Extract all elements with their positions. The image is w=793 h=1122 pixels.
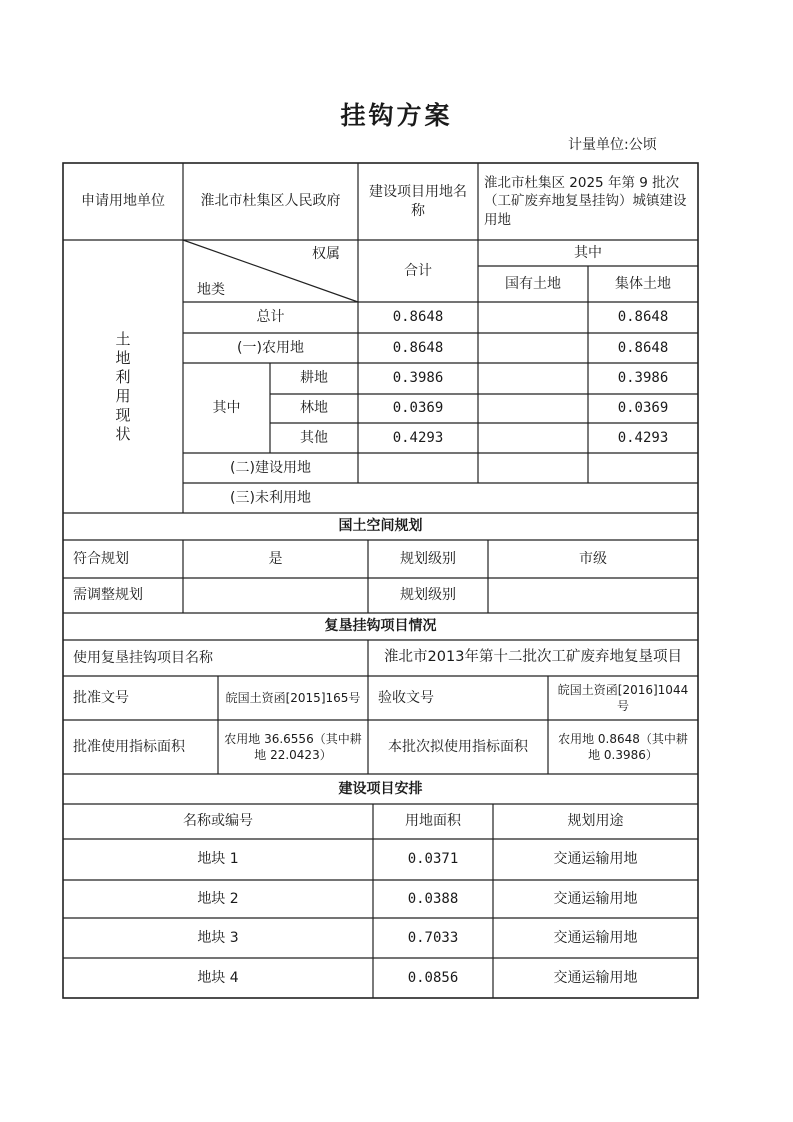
page-title: 挂钩方案 (340, 101, 453, 130)
approved-area-label: 批准使用指标面积 (73, 738, 185, 755)
row-arable-label: 耕地 (300, 370, 328, 387)
plot-2-area: 0.0388 (407, 890, 459, 907)
applicant-value: 淮北市杜集区人民政府 (200, 193, 341, 210)
row-arable-collective: 0.3986 (617, 370, 669, 387)
row-unused-label: (三)未利用地 (230, 489, 311, 506)
project-label: 建设项目用地名称 (369, 183, 467, 219)
reclamation-section-title: 复垦挂钩项目情况 (324, 618, 437, 635)
row-other-sum: 0.4293 (392, 429, 444, 446)
row-construction-state (478, 453, 588, 483)
plot-1-name: 地块 1 (197, 851, 239, 868)
plot-3-area: 0.7033 (407, 929, 459, 946)
state-owned-header: 国有土地 (505, 275, 561, 292)
reclamation-name-value: 淮北市2013年第十二批次工矿废弃地复垦项目 (384, 649, 682, 666)
ownership-label: 权属 (312, 245, 340, 262)
row-arable-state (478, 363, 588, 394)
col-use-header: 规划用途 (567, 813, 624, 830)
row-total-sum: 0.8648 (392, 309, 444, 326)
approval-no-label: 批准文号 (73, 689, 129, 706)
plot-4-area: 0.0856 (407, 969, 459, 986)
row-agri-label: (一)农用地 (237, 339, 304, 356)
batch-area-label: 本批次拟使用指标面积 (388, 738, 528, 755)
applicant-label: 申请用地单位 (81, 193, 165, 210)
plot-4-use: 交通运输用地 (553, 969, 638, 986)
row-arable-sum: 0.3986 (392, 370, 444, 387)
row-total-state (478, 302, 588, 333)
row-other-label: 其他 (300, 429, 328, 446)
project-value: 淮北市杜集区 2025 年第 9 批次（工矿废弃地复垦挂钩）城镇建设用地 (484, 175, 687, 228)
reclamation-name-label: 使用复垦挂钩项目名称 (73, 649, 213, 666)
plot-4-name: 地块 4 (197, 969, 239, 986)
batch-area-value: 农用地 0.8648（其中耕地 0.3986） (558, 731, 688, 762)
row-other-state (478, 423, 588, 453)
acceptance-no-value: 皖国土资函[2016]1044号 (557, 682, 689, 713)
adjust-plan-level-value (488, 578, 698, 613)
approval-no-value: 皖国土资函[2015]165号 (225, 690, 361, 705)
adjust-plan-label: 需调整规划 (73, 587, 143, 604)
among-column-header: 其中 (574, 244, 602, 261)
conform-plan-label: 符合规划 (73, 550, 129, 567)
total-column-header: 合计 (404, 262, 432, 279)
row-forest-label: 林地 (300, 400, 328, 417)
adjust-plan-level-label: 规划级别 (400, 587, 456, 604)
unit-label: 计量单位:公顷 (568, 137, 657, 153)
acceptance-no-label: 验收文号 (378, 689, 434, 706)
plan-level-label: 规划级别 (400, 550, 456, 567)
row-agri-collective: 0.8648 (617, 339, 669, 356)
row-total-collective: 0.8648 (617, 309, 669, 326)
row-construction-collective (588, 453, 698, 483)
construction-plan-section-title: 建设项目安排 (338, 780, 423, 797)
plot-1-use: 交通运输用地 (553, 851, 638, 868)
plot-2-use: 交通运输用地 (553, 890, 638, 907)
adjust-plan-value (183, 578, 368, 613)
land-status-section-label: 土地利用现状 (115, 330, 131, 443)
land-type-label: 地类 (197, 281, 225, 298)
row-forest-sum: 0.0369 (392, 400, 444, 417)
row-agri-state (478, 333, 588, 363)
row-total-label: 总计 (256, 309, 285, 326)
row-other-collective: 0.4293 (617, 429, 669, 446)
collective-header: 集体土地 (615, 275, 671, 292)
row-forest-collective: 0.0369 (617, 400, 669, 417)
row-unused-sum (358, 483, 698, 513)
row-construction-sum (358, 453, 478, 483)
plot-2-name: 地块 2 (197, 890, 239, 907)
row-forest-state (478, 394, 588, 423)
row-construction-label: (二)建设用地 (230, 459, 311, 476)
row-among-label: 其中 (212, 399, 241, 416)
conform-plan-value: 是 (268, 550, 283, 567)
plot-3-name: 地块 3 (197, 929, 239, 946)
row-agri-sum: 0.8648 (392, 339, 444, 356)
col-area-header: 用地面积 (405, 813, 461, 830)
col-name-header: 名称或编号 (183, 813, 253, 830)
plot-1-area: 0.0371 (407, 851, 459, 868)
plot-3-use: 交通运输用地 (553, 929, 638, 946)
planning-section-title: 国土空间规划 (338, 518, 423, 535)
plan-level-value: 市级 (579, 550, 607, 567)
approved-area-value: 农用地 36.6556（其中耕地 22.0423） (224, 731, 362, 762)
